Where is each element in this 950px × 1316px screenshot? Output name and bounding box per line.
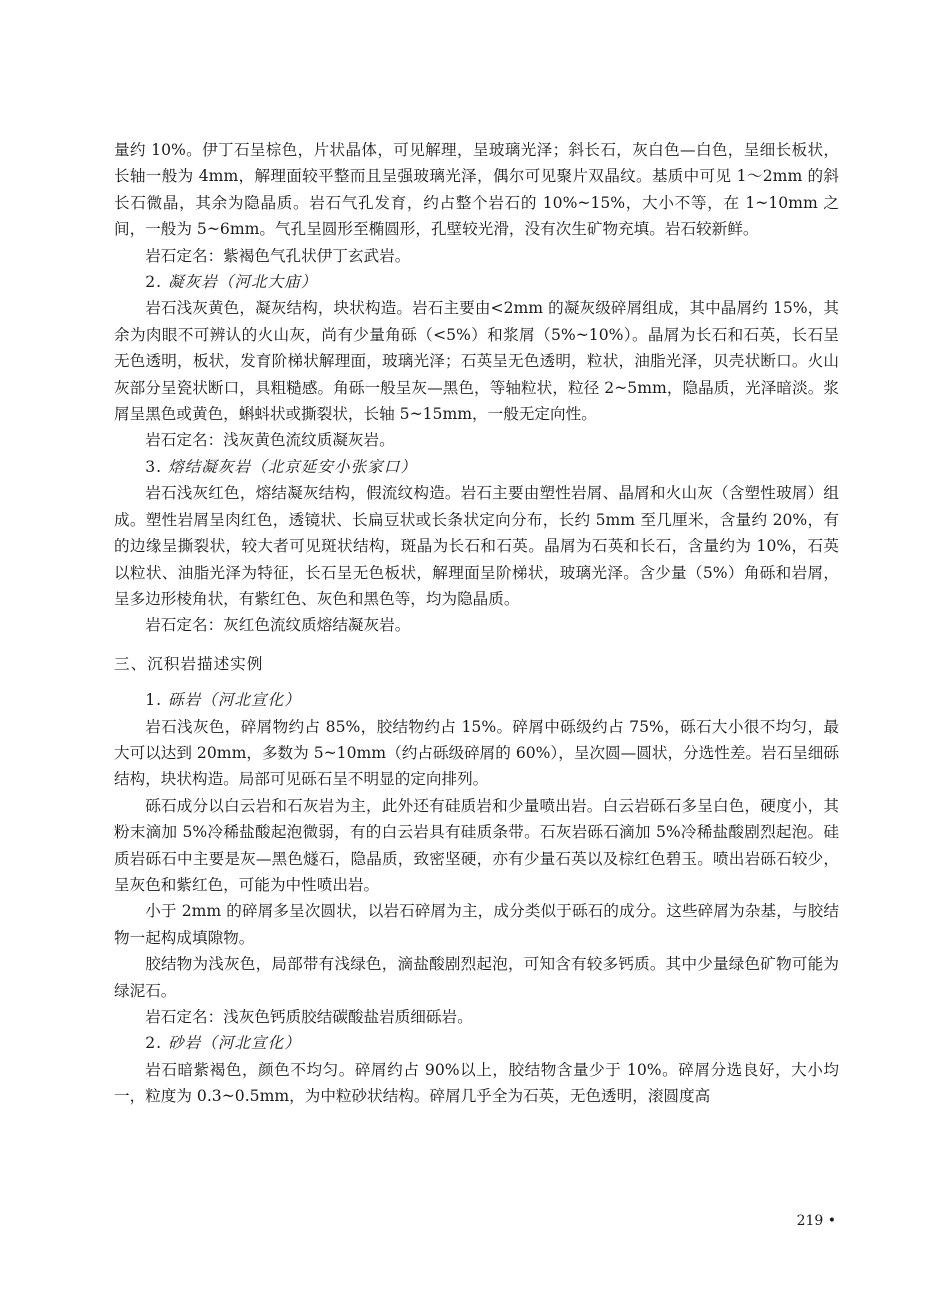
rock-name-conglomerate: 岩石定名：浅灰色钙质胶结碳酸盐岩质细砾岩。 — [145, 1008, 473, 1026]
paragraph-basalt-continued: 量约 10%。伊丁石呈棕色，片状晶体，可见解理，呈玻璃光泽；斜长石，灰白色—白色，呈细长板状，长轴一般为 4mm，解理面较平整而且呈强玻璃光泽，偶尔可见聚片双晶纹。基质中可见 1～2mm 的斜长石微晶，其余为隐晶质。岩石气孔发育，约占整个岩石的 10%~15%，大小不等，在 1~10mm 之间，一般为 5~6mm。气孔呈圆形至椭圆形，孔壁较光滑，没有次生矿物充填。岩石较新鲜。 — [114, 141, 839, 239]
subheading-title: 砂岩（河北宣化） — [168, 1034, 301, 1053]
page-body — [114, 137, 839, 1110]
subheading-number: 3. — [145, 457, 163, 476]
paragraph-tuff: 岩石浅灰黄色，凝灰结构，块状构造。岩石主要由<2mm 的凝灰级碎屑组成，其中晶屑约 15%，其余为肉眼不可辨认的火山灰，尚有少量角砾（<5%）和浆屑（5%~10%）。晶屑为长石和石英，长石呈无色透明，板状，发育阶梯状解理面，玻璃光泽；石英呈无色透明，粒状，油脂光泽，贝壳状断口。火山灰部分呈瓷状断口，具粗糙感。角砾一般呈灰—黑色，等轴粒状，粒径 2~5mm，隐晶质，光泽暗淡。浆屑呈黑色或黄色，蝌蚪状或撕裂状，长轴 5~15mm，一般无定向性。 — [114, 299, 839, 424]
subheading-title: 砾岩（河北宣化） — [168, 691, 301, 710]
subheading-number: 2. — [145, 273, 163, 292]
subheading-number: 2. — [145, 1034, 163, 1053]
paragraph-conglomerate-4: 胶结物为浅灰色，局部带有浅绿色，滴盐酸剧烈起泡，可知含有较多钙质。其中少量绿色矿物可能为绿泥石。 — [114, 955, 839, 1000]
section-heading-sedimentary: 三、沉积岩描述实例 — [114, 654, 264, 673]
page-number: 219 • — [796, 1213, 836, 1229]
subheading-title: 凝灰岩（河北大庙） — [168, 273, 318, 292]
subheading-welded-tuff — [114, 454, 839, 480]
rock-name-tuff: 岩石定名：浅灰黄色流纹质凝灰岩。 — [145, 431, 395, 450]
subheading-sandstone — [114, 1030, 839, 1056]
subheading-conglomerate — [114, 687, 839, 713]
rock-name-basalt: 岩石定名：紫褐色气孔状伊丁玄武岩。 — [145, 246, 411, 265]
subheading-tuff — [114, 269, 839, 295]
subheading-title: 熔结凝灰岩（北京延安小张家口） — [168, 457, 417, 476]
subheading-number: 1. — [145, 691, 163, 710]
paragraph-conglomerate-3: 小于 2mm 的碎屑多呈次圆状，以岩石碎屑为主，成分类似于砾石的成分。这些碎屑为杂基，与胶结物一起构成填隙物。 — [114, 902, 839, 947]
paragraph-sandstone: 岩石暗紫褐色，颜色不均匀。碎屑约占 90%以上，胶结物含量少于 10%。碎屑分选良好，大小均一，粒度为 0.3~0.5mm，为中粒砂状结构。碎屑几乎全为石英，无色透明，滚圆度高 — [114, 1060, 839, 1106]
rock-name-welded-tuff: 岩石定名：灰红色流纹质熔结凝灰岩。 — [145, 616, 411, 635]
paragraph-conglomerate-1: 岩石浅灰色，碎屑物约占 85%，胶结物约占 15%。碎屑中砾级约占 75%，砾石大小很不均匀，最大可以达到 20mm，多数为 5~10mm（约占砾级碎屑的 60%），呈次圆—圆状，分选性差。岩石呈细砾结构，块状构造。局部可见砾石呈不明显的定向排列。 — [114, 717, 839, 789]
paragraph-welded-tuff: 岩石浅灰红色，熔结凝灰结构，假流纹构造。岩石主要由塑性岩屑、晶屑和火山灰（含塑性玻屑）组成。塑性岩屑呈肉红色，透镜状、长扁豆状或长条状定向分布，长约 5mm 至几厘米，含量约 20%，有的边缘呈撕裂状，较大者可见斑状结构，斑晶为长石和石英。晶屑为石英和长石，含量约为 10%，石英以粒状、油脂光泽为特征，长石呈无色板状，解理面呈阶梯状，玻璃光泽。含少量（5%）角砾和岩屑，呈多边形棱角状，有紫红色、灰色和黑色等，均为隐晶质。 — [114, 484, 839, 608]
paragraph-conglomerate-2: 砾石成分以白云岩和石灰岩为主，此外还有硅质岩和少量喷出岩。白云岩砾石多呈白色，硬度小，其粉末滴加 5%冷稀盐酸起泡微弱，有的白云岩具有硅质条带。石灰岩砾石滴加 5%冷稀盐酸剧烈起泡。硅质岩砾石中主要是灰—黑色燧石，隐晶质，致密坚硬，亦有少量石英以及棕红色碧玉。喷出岩砾石较少，呈灰色和紫红色，可能为中性喷出岩。 — [114, 796, 839, 894]
